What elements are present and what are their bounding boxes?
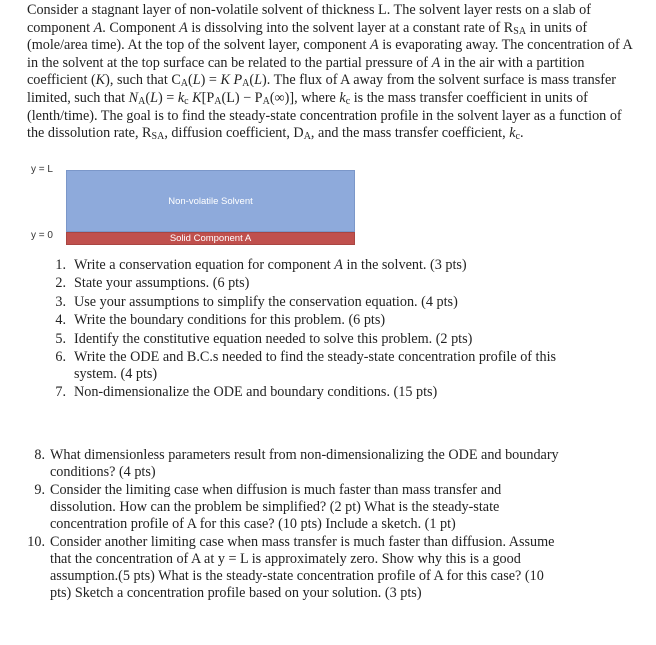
question-text: Non-dimensionalize the ODE and boundary conditions. (15 pts) [74,384,438,401]
question-item [0,312,656,329]
question-text: Write the ODE and B.C.s needed to find the steady-state concentration profile of this [74,349,557,365]
question-text: conditions? (4 pts) [50,463,156,480]
question-number: 1. [55,257,66,273]
question-text: dissolution. How can the problem be simplified? (2 pt) What is the steady-state [50,498,500,515]
question-item [0,447,656,481]
question-item [0,384,656,401]
y-bottom-label: y = 0 [31,230,53,241]
question-number: 3. [55,293,66,310]
solid-component-slab [66,232,355,245]
question-number: 8. [34,447,45,463]
solvent-layer [66,170,355,232]
question-text: What dimensionless parameters result from non-dimensionalizing the ODE and boundary [50,447,559,463]
y-top-label: y = L [31,164,53,175]
question-text: pts) Sketch a concentration profile based on your solution. (3 pts) [50,584,422,601]
question-text: State your assumptions. (6 pts) [74,275,250,292]
question-number: 9. [34,482,45,499]
question-number: 10. [27,534,45,551]
question-number: 6. [55,349,66,365]
question-item [0,331,656,348]
question-item [0,482,656,532]
question-variable: A [334,257,343,273]
question-text: Identify the constitutive equation needed to solve this problem. (2 pts) [74,330,473,347]
solid-label: Solid Component A [169,233,252,244]
question-item [0,294,656,311]
question-number: 4. [55,312,66,329]
question-text: that the concentration of A at y = L is approximately zero. Show why this is a good [50,550,521,567]
question-text: concentration profile of A for this case? (10 pts) Include a sketch. (1 pt) [50,515,456,532]
question-text [74,257,467,274]
question-text: Write the boundary conditions for this problem. (6 pts) [74,312,386,329]
question-text: Use your assumptions to simplify the conservation equation. (4 pts) [74,293,458,310]
question-number: 7. [55,384,66,401]
question-text: system. (4 pts) [74,365,158,382]
problem-statement: Consider a stagnant layer of non-volatile solvent of thickness L. The solvent layer rests on a slab of component A. Component A is dissolving into the solvent layer at a constant rate of $R_{SA}$ in units of (mole/area time). At the top of the solvent layer, component A is evaporating away. The concentration of A in the solvent at the top surface can be related to the partial pressure of A in the air with a partition coefficient (K), such that $C_A(L) = K$ $P_A(L)$. The flux of A away from the solvent surface is mass transfer limited, such that $N_A(L) = k_c$ $K[P_A(L) - P_A(\infty)]$, where $k_c$ is the mass transfer coefficient in units of (lenth/time). The goal is to find the steady-state concentration profile in the solvent layer as a function of the dissolution rate, $R_{SA}$, diffusion coefficient, $D_A$, and the mass transfer coefficient, $k_c$. [27,2,632,143]
question-item [0,349,656,383]
question-text: Consider the limiting case when diffusion is much faster than mass transfer and [50,482,502,499]
solvent-label: Non-volatile Solvent [168,195,253,207]
question-item [0,275,656,292]
question-number: 5. [55,330,66,347]
question-item [0,534,656,601]
question-text-part: Write a conservation equation for component [74,257,335,273]
question-text-part: in the solvent. (3 pts) [342,257,467,273]
question-number: 2. [55,275,66,292]
question-item [0,257,656,274]
solvent-layer-diagram [0,160,656,250]
question-text: assumption.(5 pts) What is the steady-state concentration profile of A for this case? (10 [50,567,544,584]
question-text: Consider another limiting case when mass transfer is much faster than diffusion. Assume [50,534,555,551]
